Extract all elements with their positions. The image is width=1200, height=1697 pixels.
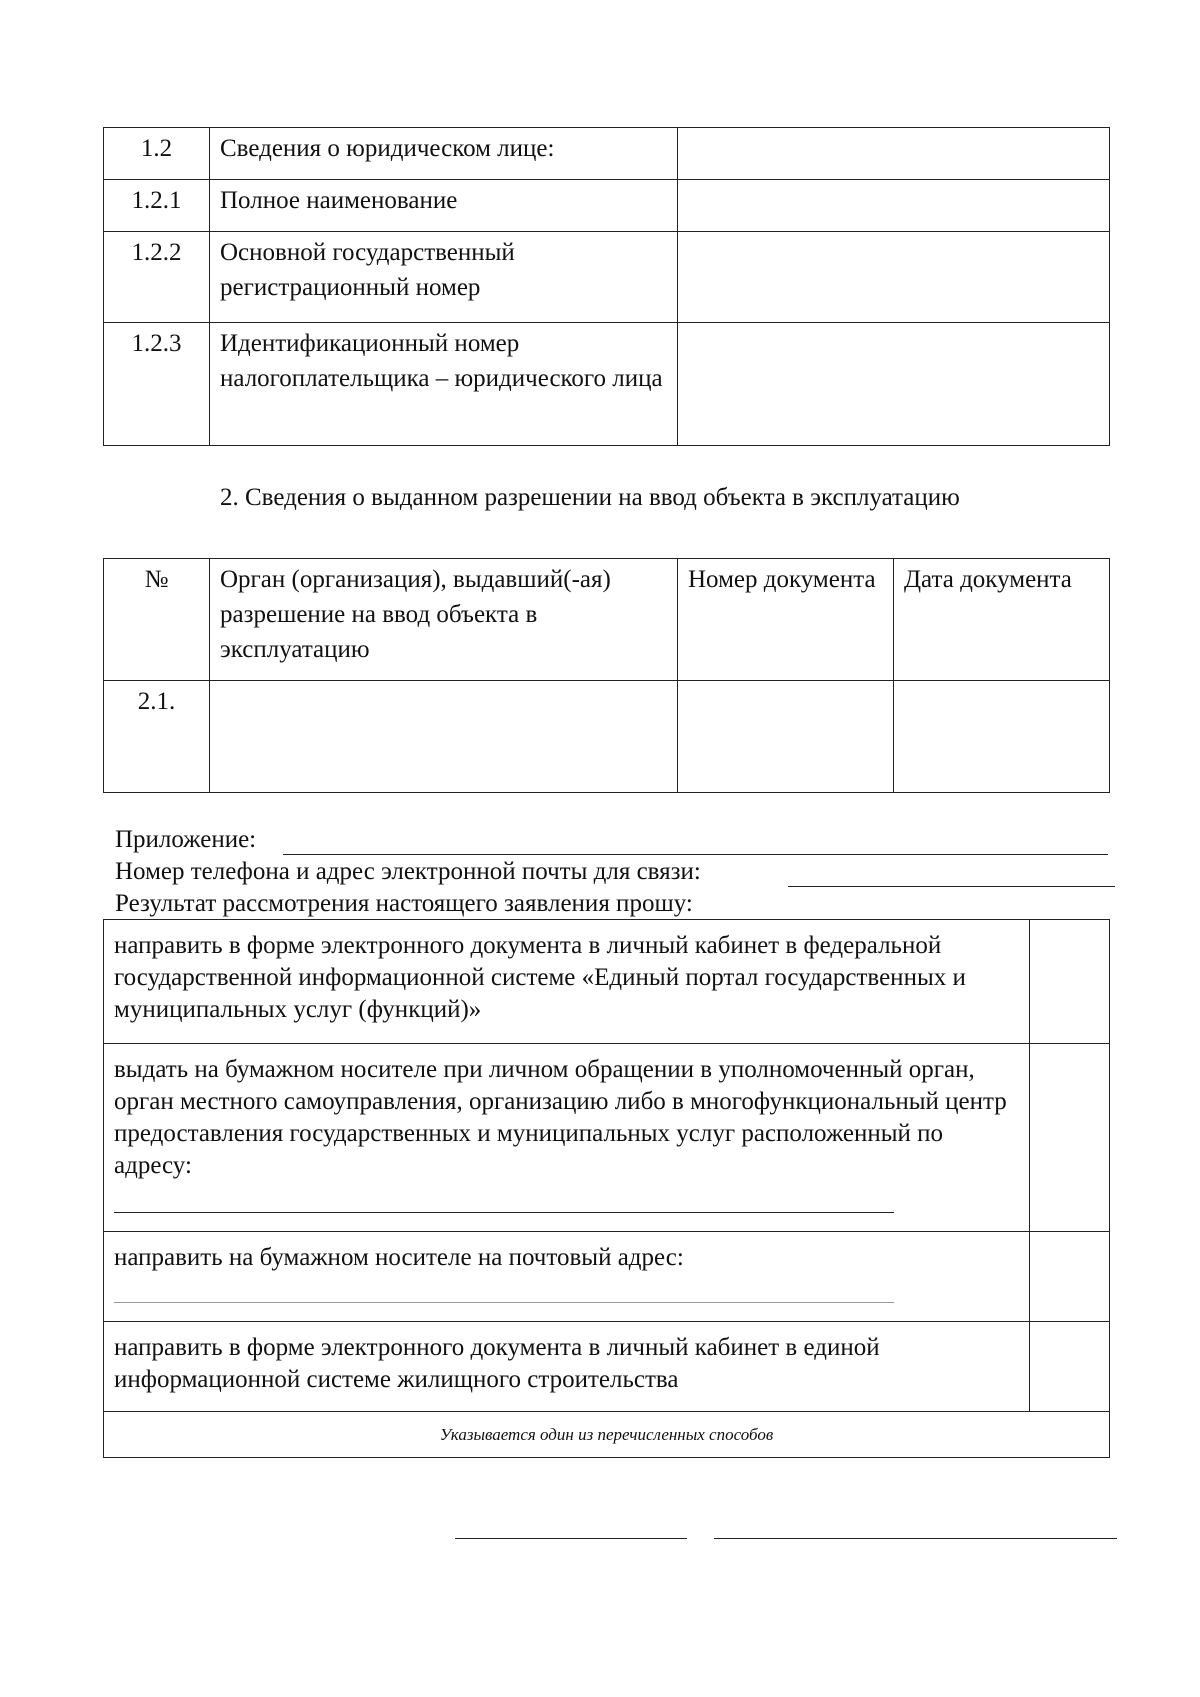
- delivery-options-table: [103, 919, 1110, 1458]
- delivery-option-checkbox[interactable]: [1030, 1044, 1110, 1232]
- signature-name-line[interactable]: [714, 1538, 1117, 1539]
- delivery-note: Указывается один из перечисленных способов: [104, 1412, 1110, 1458]
- row-value-field[interactable]: [678, 180, 1110, 232]
- row-number: 1.2.1: [104, 180, 210, 232]
- section-2-heading: 2. Сведения о выданном разрешении на ввод объекта в эксплуатацию: [220, 484, 960, 511]
- delivery-option-text: направить в форме электронного документа в личный кабинет в федеральной государственной информационной системе «Единый портал государственных и муниципальных услуг (функций)»: [104, 920, 1030, 1044]
- row-number: 2.1.: [104, 681, 210, 793]
- row-label: Полное наименование: [210, 180, 678, 232]
- row-label: Идентификационный номер налогоплательщика – юридического лица: [210, 323, 678, 446]
- table-row: [104, 180, 1110, 232]
- organ-field[interactable]: [210, 681, 678, 793]
- header-doc-date: Дата документа: [894, 559, 1110, 681]
- delivery-option-text: направить на бумажном носителе на почтовый адрес:: [114, 1244, 684, 1271]
- table-row: [104, 128, 1110, 180]
- table-row: [104, 1412, 1110, 1458]
- row-value-field[interactable]: [678, 232, 1110, 323]
- contact-label: Номер телефона и адрес электронной почты для связи:: [115, 858, 701, 885]
- postal-address-line[interactable]: [114, 1274, 894, 1303]
- table-header-row: [104, 559, 1110, 681]
- table-row: [104, 232, 1110, 323]
- attachment-input-line[interactable]: [283, 854, 1108, 855]
- contact-input-line[interactable]: [788, 886, 1115, 887]
- header-doc-number: Номер документа: [678, 559, 894, 681]
- table-row: [104, 1232, 1110, 1322]
- result-label: Результат рассмотрения настоящего заявления прошу:: [115, 890, 693, 917]
- row-label: Сведения о юридическом лице:: [210, 128, 678, 180]
- delivery-option-checkbox[interactable]: [1030, 920, 1110, 1044]
- table-row: [104, 1322, 1110, 1412]
- row-number: 1.2: [104, 128, 210, 180]
- header-number: №: [104, 559, 210, 681]
- permit-table: [103, 558, 1110, 793]
- delivery-option-checkbox[interactable]: [1030, 1232, 1110, 1322]
- office-address-line[interactable]: [114, 1182, 894, 1213]
- delivery-option-checkbox[interactable]: [1030, 1322, 1110, 1412]
- doc-number-field[interactable]: [678, 681, 894, 793]
- doc-date-field[interactable]: [894, 681, 1110, 793]
- delivery-option-cell: [104, 1232, 1030, 1322]
- row-label: Основной государственный регистрационный номер: [210, 232, 678, 323]
- table-row: [104, 681, 1110, 793]
- row-number: 1.2.3: [104, 323, 210, 446]
- row-number: 1.2.2: [104, 232, 210, 323]
- table-row: [104, 1044, 1110, 1232]
- header-organ: Орган (организация), выдавший(-ая) разрешение на ввод объекта в эксплуатацию: [210, 559, 678, 681]
- legal-entity-table: [103, 127, 1110, 446]
- table-row: [104, 920, 1110, 1044]
- attachment-label: Приложение:: [115, 826, 257, 853]
- row-value-field[interactable]: [678, 128, 1110, 180]
- delivery-option-cell: [104, 1044, 1030, 1232]
- delivery-option-text: направить в форме электронного документа в личный кабинет в единой информационной системе жилищного строительства: [104, 1322, 1030, 1412]
- table-row: [104, 323, 1110, 446]
- signature-line[interactable]: [455, 1538, 687, 1539]
- row-value-field[interactable]: [678, 323, 1110, 446]
- delivery-option-text: выдать на бумажном носителе при личном обращении в уполномоченный орган, орган местного самоуправления, организацию либо в многофункциональный центр предоставления государственных и муниципальных услуг расположенный по адресу:: [114, 1056, 1007, 1179]
